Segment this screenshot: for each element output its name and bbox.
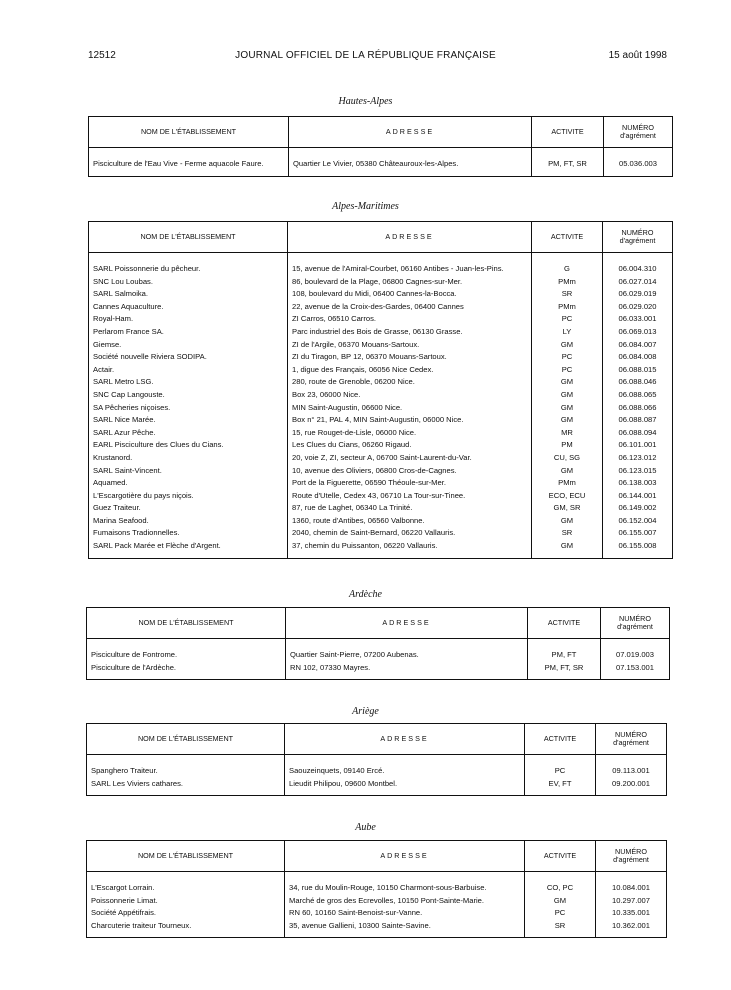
agreement-header-line2: d'agrément <box>620 131 656 140</box>
establishment-name: Pisciculture de l'Ardèche. <box>87 662 286 675</box>
establishment-name: Pisciculture de l'Eau Vive - Ferme aquacole Faure. <box>89 158 289 171</box>
column-header-agreement-number <box>604 117 673 148</box>
agreement-number: 06.152.004 <box>603 515 673 528</box>
table-row <box>89 465 673 478</box>
establishments-table <box>88 221 673 559</box>
establishment-activity: PM, FT, SR <box>528 662 601 675</box>
agreement-number: 06.155.007 <box>603 527 673 540</box>
agreement-number: 06.029.020 <box>603 301 673 314</box>
establishment-name: Royal-Ham. <box>89 313 288 326</box>
table-row <box>89 339 673 352</box>
establishment-activity: PM <box>532 439 603 452</box>
agreement-header-line1: NUMÉRO <box>615 847 647 856</box>
column-header-name: NOM DE L'ÉTABLISSEMENT <box>89 117 289 148</box>
table-row <box>89 301 673 314</box>
column-header-address: ADRESSE <box>285 724 525 755</box>
establishment-name: SNC Lou Loubas. <box>89 276 288 289</box>
establishment-address: 2040, chemin de Saint-Bernard, 06220 Vallauris. <box>288 527 532 540</box>
column-header-agreement-number <box>596 841 667 872</box>
table-row <box>89 276 673 289</box>
establishment-address: 34, rue du Moulin-Rouge, 10150 Charmont-sous-Barbuise. <box>285 882 525 895</box>
table-row <box>87 907 667 920</box>
establishment-activity: GM <box>525 895 596 908</box>
establishment-address: 15, rue Rouget-de-Lisle, 06000 Nice. <box>288 427 532 440</box>
agreement-number: 06.088.046 <box>603 376 673 389</box>
establishment-name: Charcuterie traiteur Tourneux. <box>87 920 285 933</box>
table-row <box>87 662 670 675</box>
column-header-agreement-number <box>596 724 667 755</box>
establishment-activity: GM <box>532 389 603 402</box>
establishment-name: Guez Traiteur. <box>89 502 288 515</box>
establishment-activity: PM, FT, SR <box>532 158 604 171</box>
establishment-activity: EV, FT <box>525 778 596 791</box>
establishment-name: EARL Pisciculture des Clues du Cians. <box>89 439 288 452</box>
table-row <box>89 414 673 427</box>
establishment-name: SARL Azur Pêche. <box>89 427 288 440</box>
establishment-activity: SR <box>532 288 603 301</box>
establishment-address: Box n° 21, PAL 4, MIN Saint-Augustin, 06000 Nice. <box>288 414 532 427</box>
establishment-address: ZI du Tiragon, BP 12, 06370 Mouans-Sartoux. <box>288 351 532 364</box>
establishment-name: SARL Les Viviers cathares. <box>87 778 285 791</box>
agreement-number: 06.144.001 <box>603 490 673 503</box>
establishment-name: Fumaisons Tradionnelles. <box>89 527 288 540</box>
agreement-number: 06.138.003 <box>603 477 673 490</box>
establishment-address: MIN Saint-Augustin, 06600 Nice. <box>288 402 532 415</box>
agreement-number: 06.155.008 <box>603 540 673 553</box>
establishment-address: 15, avenue de l'Amiral-Courbet, 06160 Antibes - Juan-les-Pins. <box>288 263 532 276</box>
establishment-address: 87, rue de Laghet, 06340 La Trinité. <box>288 502 532 515</box>
table-row <box>89 452 673 465</box>
page-header <box>0 50 731 64</box>
agreement-number: 09.200.001 <box>596 778 667 791</box>
establishment-name: L'Escargotière du pays niçois. <box>89 490 288 503</box>
establishment-address: Lieudit Philipou, 09600 Montbel. <box>285 778 525 791</box>
establishment-activity: PMm <box>532 301 603 314</box>
establishment-address: 35, avenue Gallieni, 10300 Sainte-Savine. <box>285 920 525 933</box>
establishment-address: 1360, route d'Antibes, 06560 Valbonne. <box>288 515 532 528</box>
section-title: Hautes-Alpes <box>338 96 393 107</box>
establishment-name: Giemse. <box>89 339 288 352</box>
table-row <box>89 477 673 490</box>
column-header-activity: ACTIVITE <box>528 608 601 639</box>
agreement-number: 07.153.001 <box>601 662 670 675</box>
establishment-address: 86, boulevard de la Plage, 06800 Cagnes-sur-Mer. <box>288 276 532 289</box>
establishment-name: Poissonnerie Limat. <box>87 895 285 908</box>
establishment-name: Krustanord. <box>89 452 288 465</box>
establishment-address: 37, chemin du Puissanton, 06220 Vallauris. <box>288 540 532 553</box>
agreement-number: 06.088.094 <box>603 427 673 440</box>
table-row <box>87 778 667 791</box>
establishment-name: SARL Nice Marée. <box>89 414 288 427</box>
agreement-number: 10.084.001 <box>596 882 667 895</box>
agreement-number: 06.029.019 <box>603 288 673 301</box>
agreement-number: 06.084.007 <box>603 339 673 352</box>
table-row <box>89 364 673 377</box>
column-header-activity: ACTIVITE <box>525 724 596 755</box>
establishment-name: SARL Poissonnerie du pêcheur. <box>89 263 288 276</box>
agreement-number: 06.088.087 <box>603 414 673 427</box>
establishment-name: Cannes Aquaculture. <box>89 301 288 314</box>
establishments-table <box>86 607 670 680</box>
column-header-agreement-number <box>601 608 670 639</box>
agreement-header-line2: d'agrément <box>619 236 656 245</box>
table-row <box>89 502 673 515</box>
agreement-number: 06.088.065 <box>603 389 673 402</box>
page-number: 12512 <box>88 50 116 61</box>
establishment-address: 22, avenue de la Croix-des-Gardes, 06400 Cannes <box>288 301 532 314</box>
establishment-address: Box 23, 06000 Nice. <box>288 389 532 402</box>
column-header-name: NOM DE L'ÉTABLISSEMENT <box>87 724 285 755</box>
publication-date: 15 août 1998 <box>608 50 667 61</box>
establishment-address: Port de la Figuerette, 06590 Théoule-sur-Mer. <box>288 477 532 490</box>
table-row <box>87 765 667 778</box>
agreement-number: 06.069.013 <box>603 326 673 339</box>
establishment-name: Spanghero Traiteur. <box>87 765 285 778</box>
establishment-activity: GM <box>532 339 603 352</box>
establishment-activity: PC <box>532 364 603 377</box>
agreement-number: 07.019.003 <box>601 649 670 662</box>
establishment-name: SARL Saint-Vincent. <box>89 465 288 478</box>
table-row <box>89 515 673 528</box>
establishment-activity: MR <box>532 427 603 440</box>
establishment-name: SNC Cap Langouste. <box>89 389 288 402</box>
table-row <box>87 920 667 933</box>
column-header-address: ADRESSE <box>288 222 532 253</box>
establishment-activity: ECO, ECU <box>532 490 603 503</box>
establishment-name: Société nouvelle Riviera SODIPA. <box>89 351 288 364</box>
establishment-address: ZI de l'Argile, 06370 Mouans-Sartoux. <box>288 339 532 352</box>
establishment-address: 280, route de Grenoble, 06200 Nice. <box>288 376 532 389</box>
agreement-number: 06.123.012 <box>603 452 673 465</box>
table-row <box>89 402 673 415</box>
establishment-activity: CU, SG <box>532 452 603 465</box>
table-row <box>89 158 673 171</box>
column-header-name: NOM DE L'ÉTABLISSEMENT <box>87 841 285 872</box>
establishment-address: Les Clues du Cians, 06260 Rigaud. <box>288 439 532 452</box>
establishment-address: Route d'Utelle, Cedex 43, 06710 La Tour-sur-Tinee. <box>288 490 532 503</box>
establishment-activity: GM <box>532 376 603 389</box>
establishment-activity: PC <box>525 765 596 778</box>
table-row <box>89 288 673 301</box>
establishment-activity: PMm <box>532 276 603 289</box>
establishment-address: 1, digue des Français, 06056 Nice Cedex. <box>288 364 532 377</box>
establishment-name: SARL Metro LSG. <box>89 376 288 389</box>
table-row <box>89 351 673 364</box>
establishment-activity: GM <box>532 515 603 528</box>
table-row <box>87 882 667 895</box>
establishment-address: 108, boulevard du Midi, 06400 Cannes-la-Bocca. <box>288 288 532 301</box>
agreement-number: 10.335.001 <box>596 907 667 920</box>
establishment-name: Pisciculture de Fontrome. <box>87 649 286 662</box>
table-row <box>89 490 673 503</box>
establishment-activity: SR <box>525 920 596 933</box>
journal-title: JOURNAL OFFICIEL DE LA RÉPUBLIQUE FRANÇAISE <box>235 50 496 61</box>
column-header-activity: ACTIVITE <box>525 841 596 872</box>
agreement-number: 05.036.003 <box>604 158 673 171</box>
establishments-table <box>86 840 667 938</box>
table-row <box>89 540 673 553</box>
establishment-activity: G <box>532 263 603 276</box>
establishment-address: RN 60, 10160 Saint-Benoist-sur-Vanne. <box>285 907 525 920</box>
establishment-name: SA Pêcheries niçoises. <box>89 402 288 415</box>
establishment-activity: GM <box>532 414 603 427</box>
table-row <box>89 427 673 440</box>
column-header-address: ADRESSE <box>289 117 532 148</box>
column-header-address: ADRESSE <box>286 608 528 639</box>
agreement-number: 06.084.008 <box>603 351 673 364</box>
establishment-activity: PMm <box>532 477 603 490</box>
establishment-activity: GM <box>532 540 603 553</box>
establishment-address: RN 102, 07330 Mayres. <box>286 662 528 675</box>
establishment-activity: CO, PC <box>525 882 596 895</box>
agreement-number: 06.088.015 <box>603 364 673 377</box>
establishment-address: Marché de gros des Ecrevolles, 10150 Pont-Sainte-Marie. <box>285 895 525 908</box>
establishment-name: Marina Seafood. <box>89 515 288 528</box>
column-header-activity: ACTIVITE <box>532 117 604 148</box>
establishment-activity: GM, SR <box>532 502 603 515</box>
table-row <box>87 895 667 908</box>
table-row <box>89 326 673 339</box>
agreement-number: 06.004.310 <box>603 263 673 276</box>
column-header-activity: ACTIVITE <box>532 222 603 253</box>
establishment-name: L'Escargot Lorrain. <box>87 882 285 895</box>
table-row <box>89 389 673 402</box>
agreement-number: 10.297.007 <box>596 895 667 908</box>
agreement-header-line2: d'agrément <box>617 622 653 631</box>
table-row <box>89 439 673 452</box>
agreement-number: 06.088.066 <box>603 402 673 415</box>
section-title: Aube <box>355 822 376 833</box>
table-row <box>89 263 673 276</box>
agreement-number: 06.101.001 <box>603 439 673 452</box>
column-header-name: NOM DE L'ÉTABLISSEMENT <box>87 608 286 639</box>
agreement-header-line1: NUMÉRO <box>619 614 651 623</box>
establishment-activity: PM, FT <box>528 649 601 662</box>
establishment-name: SARL Pack Marée et Flèche d'Argent. <box>89 540 288 553</box>
column-header-name: NOM DE L'ÉTABLISSEMENT <box>89 222 288 253</box>
establishment-address: Quartier Le Vivier, 05380 Châteauroux-les-Alpes. <box>289 158 532 171</box>
table-row <box>87 649 670 662</box>
establishment-address: ZI Carros, 06510 Carros. <box>288 313 532 326</box>
agreement-number: 09.113.001 <box>596 765 667 778</box>
establishment-name: Actair. <box>89 364 288 377</box>
establishment-address: Saouzeinquets, 09140 Ercé. <box>285 765 525 778</box>
column-header-agreement-number <box>603 222 673 253</box>
establishment-activity: PC <box>532 351 603 364</box>
agreement-header-line2: d'agrément <box>613 738 649 747</box>
column-header-address: ADRESSE <box>285 841 525 872</box>
establishment-address: 10, avenue des Oliviers, 06800 Cros-de-Cagnes. <box>288 465 532 478</box>
section-title: Ardèche <box>349 589 382 600</box>
establishment-activity: LY <box>532 326 603 339</box>
establishment-activity: PC <box>525 907 596 920</box>
table-row <box>89 376 673 389</box>
table-row <box>89 313 673 326</box>
establishment-activity: PC <box>532 313 603 326</box>
agreement-header-line2: d'agrément <box>613 855 649 864</box>
establishment-activity: SR <box>532 527 603 540</box>
establishment-name: SARL Salmoika. <box>89 288 288 301</box>
table-row <box>89 527 673 540</box>
establishment-activity: GM <box>532 402 603 415</box>
establishment-address: Quartier Saint-Pierre, 07200 Aubenas. <box>286 649 528 662</box>
establishments-table <box>88 116 673 177</box>
establishment-name: Société Appétifrais. <box>87 907 285 920</box>
agreement-number: 06.033.001 <box>603 313 673 326</box>
agreement-header-line1: NUMÉRO <box>622 123 654 132</box>
establishments-table <box>86 723 667 796</box>
establishment-address: 20, voie Z, ZI, secteur A, 06700 Saint-Laurent-du-Var. <box>288 452 532 465</box>
establishment-name: Aquamed. <box>89 477 288 490</box>
agreement-number: 06.123.015 <box>603 465 673 478</box>
agreement-header-line1: NUMÉRO <box>615 730 647 739</box>
establishment-address: Parc industriel des Bois de Grasse, 06130 Grasse. <box>288 326 532 339</box>
agreement-number: 06.027.014 <box>603 276 673 289</box>
establishment-activity: GM <box>532 465 603 478</box>
agreement-number: 10.362.001 <box>596 920 667 933</box>
section-title: Ariège <box>352 706 379 717</box>
establishment-name: Perlarom France SA. <box>89 326 288 339</box>
agreement-header-line1: NUMÉRO <box>621 228 654 237</box>
section-title: Alpes-Maritimes <box>332 201 399 212</box>
agreement-number: 06.149.002 <box>603 502 673 515</box>
